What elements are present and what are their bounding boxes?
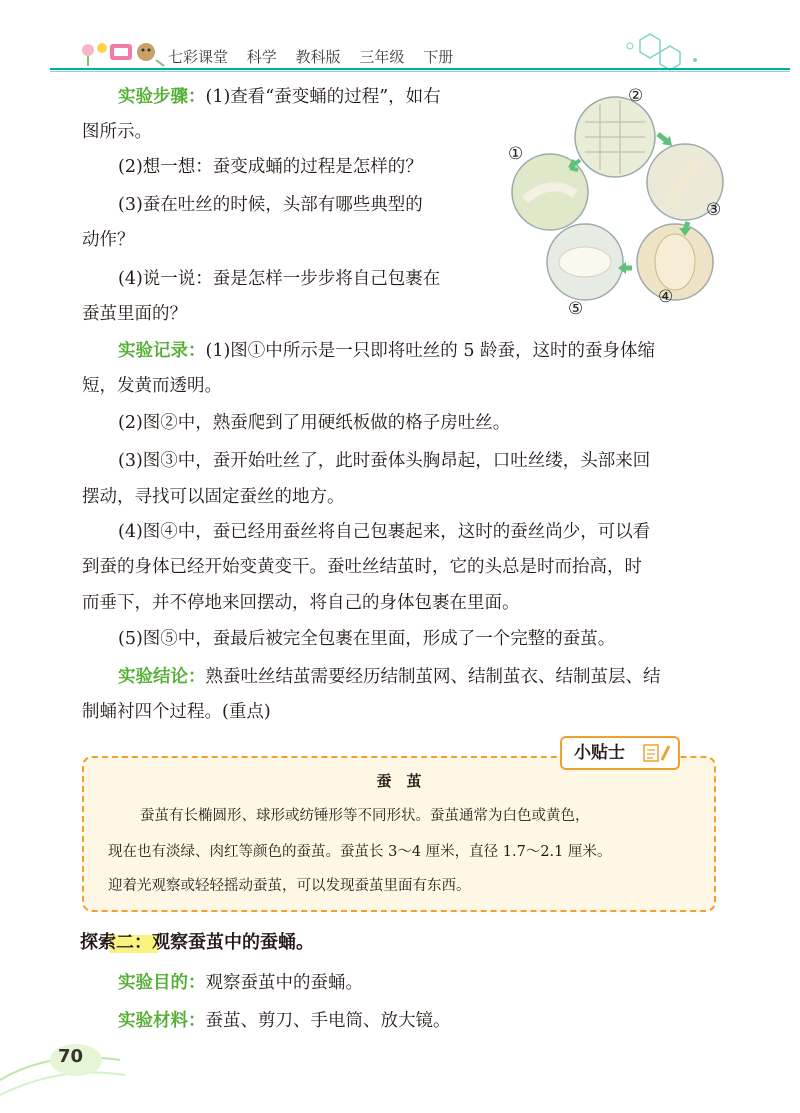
- record-line-2: 短，发黄而透明。: [82, 376, 222, 396]
- record-line-3: (2)图②中，熟蚕爬到了用硬纸板做的格子房吐丝。: [118, 413, 511, 433]
- steps-line-1: 实验步骤：(1)查看“蚕变蛹的过程”，如右: [118, 87, 441, 107]
- tip-label: 小贴士: [560, 736, 680, 770]
- header-breadcrumb: [168, 46, 467, 67]
- steps-line-2: 图所示。: [82, 122, 152, 142]
- silkworm-cocoon-figure: [500, 82, 740, 327]
- figure-label-2: ②: [628, 86, 644, 106]
- conclusion-line-2: 制蛹衬四个过程。(重点): [82, 702, 271, 722]
- header-item: 三年级: [359, 48, 405, 66]
- record-line-7: 到蚕的身体已经开始变黄变干。蚕吐丝结茧时，它的头总是时而抬高，时: [82, 557, 642, 577]
- record-line-5: 摆动，寻找可以固定蚕丝的地方。: [82, 487, 345, 507]
- purpose-line: 实验目的：观察蚕茧中的蚕蛹。: [118, 973, 363, 993]
- header-item: 教科版: [295, 48, 341, 66]
- steps-line-7: 蚕茧里面的？: [82, 304, 187, 324]
- materials-line: 实验材料：蚕茧、剪刀、手电筒、放大镜。: [118, 1011, 451, 1031]
- steps-line-4: (3)蚕在吐丝的时候，头部有哪些典型的: [118, 195, 423, 215]
- explore2-title: 探索二：观察蚕茧中的蚕蛹。: [80, 932, 314, 953]
- steps-label: 实验步骤：: [118, 87, 206, 107]
- header-divider-thin: [50, 71, 790, 72]
- steps-line-5: 动作？: [82, 230, 135, 250]
- steps-line-3: (2)想一想：蚕变成蛹的过程是怎样的？: [118, 157, 423, 177]
- header-item: 七彩课堂: [168, 48, 229, 66]
- tip-line-3: 迎着光观察或轻轻摇动蚕茧，可以发现蚕茧里面有东西。: [108, 878, 471, 894]
- header-item: 科学: [246, 48, 277, 66]
- tip-line-2: 现在也有淡绿、肉红等颜色的蚕茧。蚕茧长 3～4 厘米，直径 1.7～2.1 厘米。: [108, 844, 612, 860]
- record-line-9: (5)图⑤中，蚕最后被完全包裹在里面，形成了一个完整的蚕茧。: [118, 629, 616, 649]
- page-header: [0, 0, 800, 80]
- tip-title: 蚕 茧: [376, 772, 422, 790]
- notepad-pencil-icon: [642, 742, 672, 764]
- conclusion-label: 实验结论：: [118, 667, 206, 687]
- page-number: 70: [58, 1046, 84, 1067]
- series-logo-icon: [78, 38, 166, 68]
- figure-label-4: ④: [658, 287, 674, 307]
- record-line-1: 实验记录：(1)图①中所示是一只即将吐丝的 5 龄蚕，这时的蚕身体缩: [118, 341, 656, 361]
- figure-label-1: ①: [508, 144, 524, 164]
- figure-label-5: ⑤: [568, 299, 584, 319]
- purpose-label: 实验目的：: [118, 973, 206, 993]
- cocoon-cycle-illustration: [500, 82, 740, 327]
- steps-line-6: (4)说一说：蚕是怎样一步步将自己包裹在: [118, 269, 441, 289]
- record-line-4: (3)图③中，蚕开始吐丝了，此时蚕体头胸昂起，口吐丝缕，头部来回: [118, 451, 651, 471]
- header-divider: [50, 68, 790, 70]
- record-line-8: 而垂下，并不停地来回摆动，将自己的身体包裹在里面。: [82, 593, 520, 613]
- record-line-6: (4)图④中，蚕已经用蚕丝将自己包裹起来，这时的蚕丝尚少，可以看: [118, 522, 651, 542]
- header-item: 下册: [423, 48, 454, 66]
- materials-label: 实验材料：: [118, 1011, 206, 1031]
- figure-label-3: ③: [706, 200, 722, 220]
- tip-line-1: 蚕茧有长椭圆形、球形或纺锤形等不同形状。蚕茧通常为白色或黄色，: [140, 808, 590, 824]
- record-label: 实验记录：: [118, 341, 206, 361]
- conclusion-line-1: 实验结论：熟蚕吐丝结茧需要经历结制茧网、结制茧衣、结制茧层、结: [118, 667, 661, 687]
